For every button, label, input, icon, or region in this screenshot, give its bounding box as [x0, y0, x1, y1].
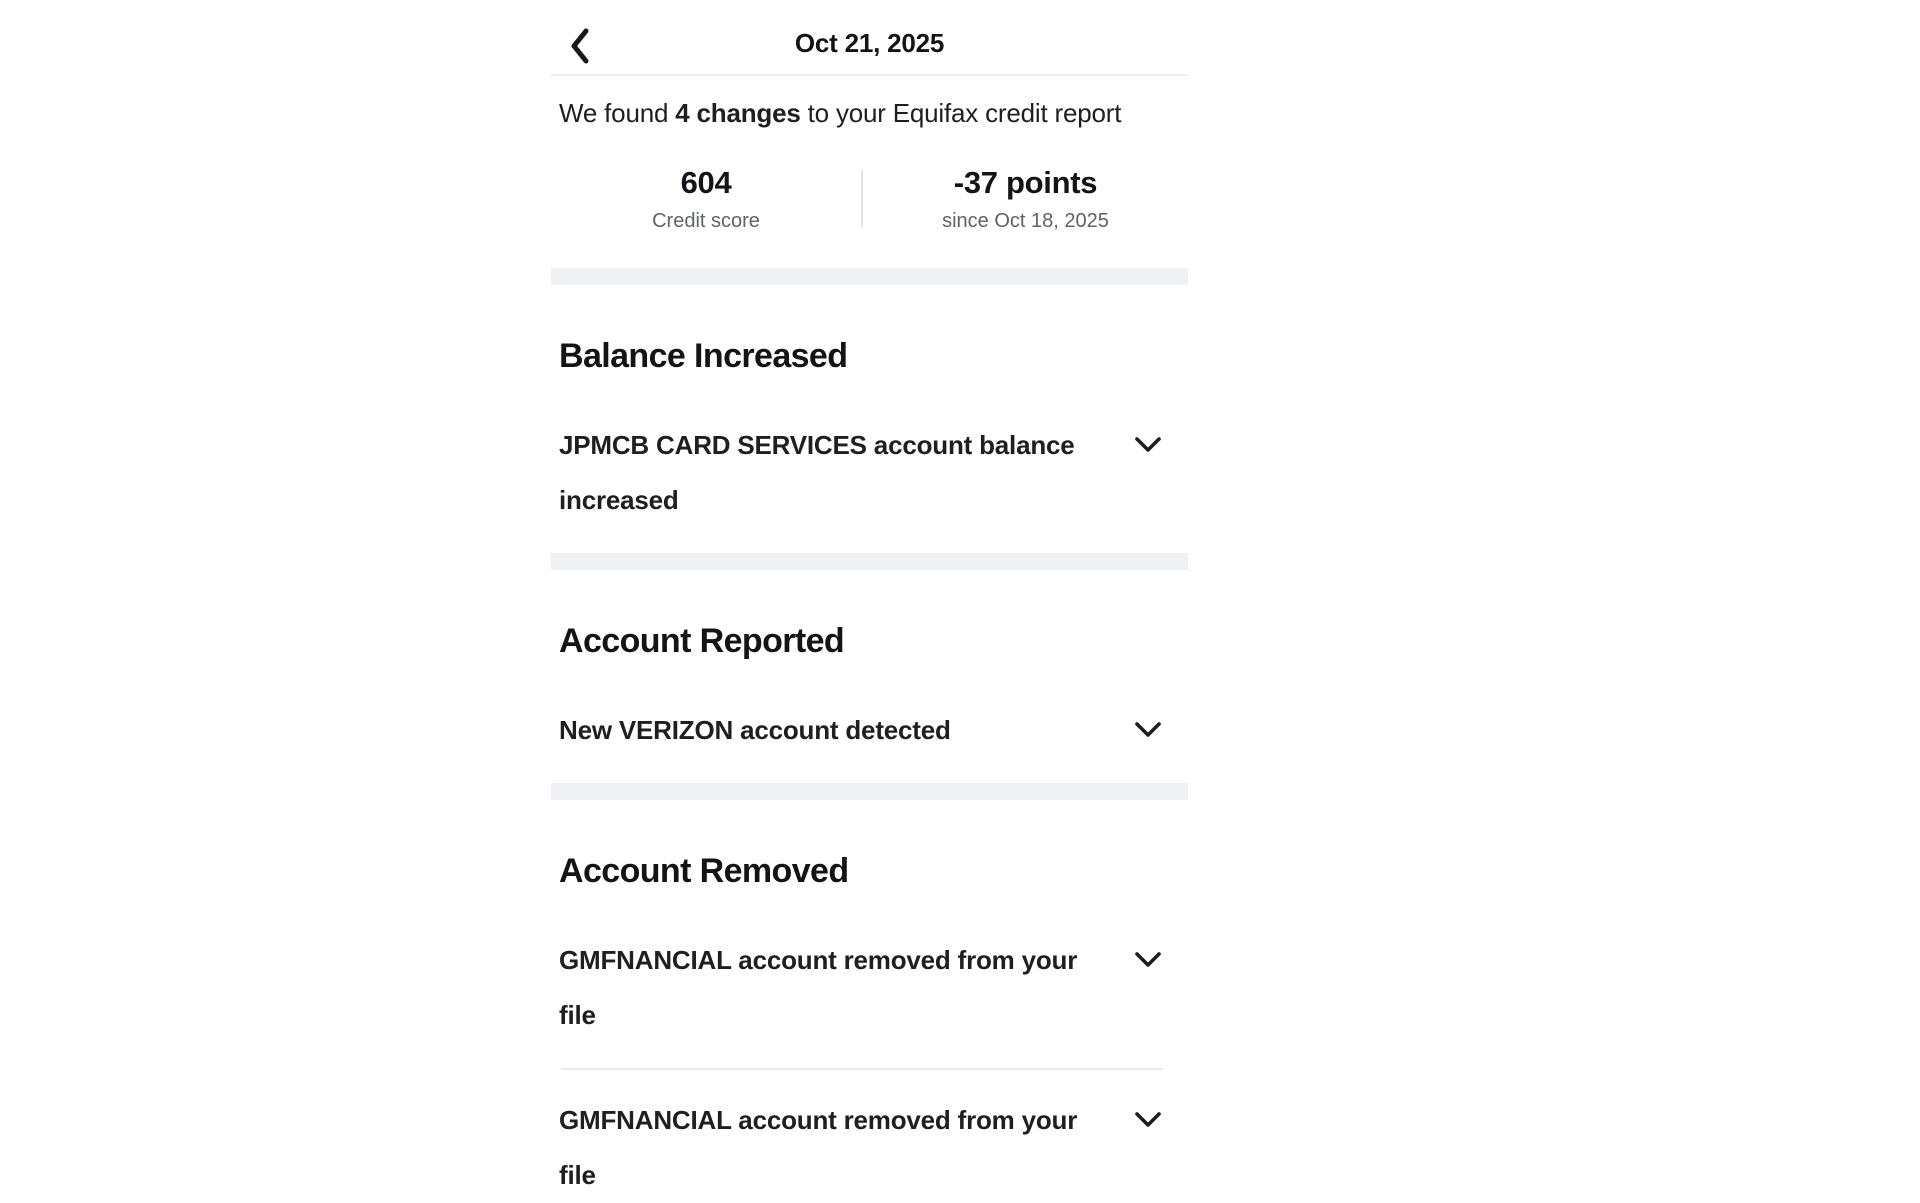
section-title-balance-increased: Balance Increased: [559, 337, 848, 375]
change-row-text: [559, 1093, 1104, 1203]
section-separator-bar: [551, 783, 1188, 800]
credit-score-value: 604: [680, 165, 732, 200]
change-row-text-line: New VERIZON account detected: [559, 715, 951, 745]
section-title-account-reported: Account Reported: [559, 622, 845, 660]
change-row-text-line: JPMCB CARD SERVICES account balance: [559, 430, 1075, 460]
header: [551, 0, 1188, 76]
summary-suffix: to your Equifax credit report: [800, 98, 1122, 128]
credit-score-cell: [551, 162, 861, 236]
chevron-down-icon[interactable]: [1134, 436, 1162, 459]
credit-report-change-screen: [551, 0, 1188, 1190]
changes-summary-text: [551, 94, 1188, 132]
chevron-down-icon[interactable]: [1134, 721, 1162, 744]
change-row-text: [559, 933, 1104, 1043]
score-change-value: -37 points: [953, 165, 1098, 200]
change-row-gmfnancial-removed-1[interactable]: [551, 933, 1188, 1043]
section-separator-bar: [551, 553, 1188, 570]
chevron-down-icon[interactable]: [1134, 1111, 1162, 1134]
change-row-text-line: GMFNANCIAL account removed from your file: [559, 1105, 1078, 1190]
score-change-label: since Oct 18, 2025: [942, 210, 1109, 232]
change-row-text: [559, 703, 951, 758]
back-button[interactable]: [565, 27, 593, 67]
chevron-down-icon[interactable]: [1134, 951, 1162, 974]
score-summary: [551, 162, 1188, 236]
change-row-text-line: GMFNANCIAL account removed from your file: [559, 945, 1078, 1030]
summary-change-count: 4 changes: [675, 98, 801, 128]
change-row-verizon-account-detected[interactable]: [551, 703, 1188, 758]
change-row-text: [559, 418, 1075, 528]
chevron-left-icon: [567, 27, 591, 68]
score-change-cell: [863, 162, 1188, 236]
page-title: Oct 21, 2025: [794, 27, 945, 58]
row-divider: [561, 1068, 1163, 1070]
change-row-jpmcb-balance-increased[interactable]: [551, 418, 1188, 528]
section-title-account-removed: Account Removed: [559, 852, 849, 890]
section-separator-bar: [551, 268, 1188, 285]
change-row-text-line: increased: [559, 485, 679, 515]
summary-prefix: We found: [559, 98, 676, 128]
change-row-gmfnancial-removed-2[interactable]: [551, 1093, 1188, 1203]
credit-score-label: Credit score: [652, 210, 760, 232]
